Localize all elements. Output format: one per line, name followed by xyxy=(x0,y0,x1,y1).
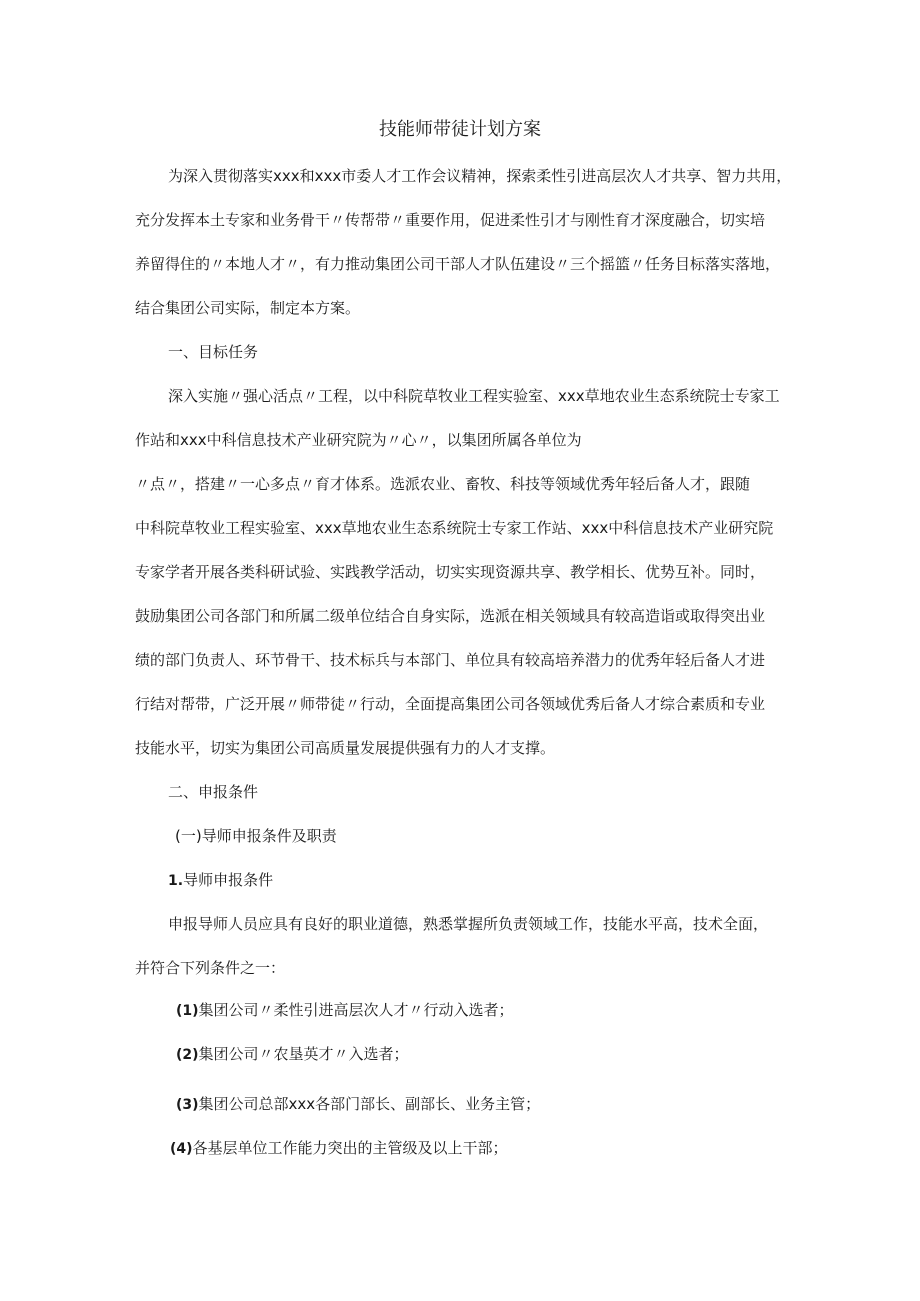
paragraph-line: 专家学者开展各类科研试验、实践教学活动，切实实现资源共享、教学相长、优势互补。同时， xyxy=(135,563,766,581)
condition-item xyxy=(176,1042,409,1067)
paragraph-line: 深入实施〃强心活点〃工程，以中科院草牧业工程实验室、xxx草地农业生态系统院士专家工 xyxy=(168,387,780,405)
condition-text: 集团公司总部xxx各部门部长、副部长、业务主管； xyxy=(198,1095,541,1113)
section-heading: 一、目标任务 xyxy=(168,343,259,361)
paragraph-line: 充分发挥本土专家和业务骨干〃传帮带〃重要作用，促进柔性引才与刚性育才深度融合，切实培 xyxy=(135,211,766,229)
paragraph-line: 结合集团公司实际，制定本方案。 xyxy=(135,299,361,317)
paragraph-line: 鼓励集团公司各部门和所属二级单位结合自身实际，选派在相关领域具有较高造诣或取得突出业 xyxy=(135,607,766,625)
subsection-heading: (一)导师申报条件及职责 xyxy=(175,827,337,845)
paragraph-line: 作站和xxx中科信息技术产业研究院为〃心〃，以集团所属各单位为 xyxy=(135,431,582,449)
paragraph-line: 为深入贯彻落实xxx和xxx市委人才工作会议精神，探索柔性引进高层次人才共享、智力共用， xyxy=(168,167,792,185)
paragraph-line: 并符合下列条件之一： xyxy=(135,959,286,977)
numbered-heading xyxy=(168,868,273,893)
paragraph-line: 申报导师人员应具有良好的职业道德，熟悉掌握所负责领域工作，技能水平高，技术全面， xyxy=(168,915,769,933)
document-title: 技能师带徒计划方案 xyxy=(379,119,541,140)
section-heading: 二、申报条件 xyxy=(168,783,259,801)
condition-number: (2) xyxy=(176,1047,199,1063)
condition-text: 集团公司〃农垦英才〃入选者； xyxy=(198,1045,409,1063)
item-heading-text: 导师申报条件 xyxy=(183,871,274,889)
paragraph-line: 〃点〃，搭建〃一心多点〃育才体系。选派农业、畜牧、科技等领域优秀年轻后备人才，跟随 xyxy=(135,475,751,493)
paragraph-line: 绩的部门负责人、环节骨干、技术标兵与本部门、单位具有较高培养潜力的优秀年轻后备人才进 xyxy=(135,651,766,669)
condition-number: (3) xyxy=(176,1097,199,1113)
item-number: 1. xyxy=(168,873,184,889)
paragraph-line: 技能水平，切实为集团公司高质量发展提供强有力的人才支撑。 xyxy=(135,739,556,757)
paragraph-line: 行结对帮带，广泛开展〃师带徒〃行动，全面提高集团公司各领域优秀后备人才综合素质和专业 xyxy=(135,695,766,713)
condition-item xyxy=(176,998,514,1023)
condition-text: 集团公司〃柔性引进高层次人才〃行动入选者； xyxy=(198,1001,514,1019)
condition-number: (1) xyxy=(176,1003,199,1019)
condition-number: (4) xyxy=(170,1141,193,1157)
condition-text: 各基层单位工作能力突出的主管级及以上干部； xyxy=(192,1139,508,1157)
condition-item xyxy=(176,1092,540,1117)
paragraph-line: 中科院草牧业工程实验室、xxx草地农业生态系统院士专家工作站、xxx中科信息技术产业研究院 xyxy=(135,519,774,537)
paragraph-line: 养留得住的〃本地人才〃，有力推动集团公司干部人才队伍建设〃三个摇篮〃任务目标落实落地， xyxy=(135,255,781,273)
condition-item xyxy=(170,1136,508,1161)
